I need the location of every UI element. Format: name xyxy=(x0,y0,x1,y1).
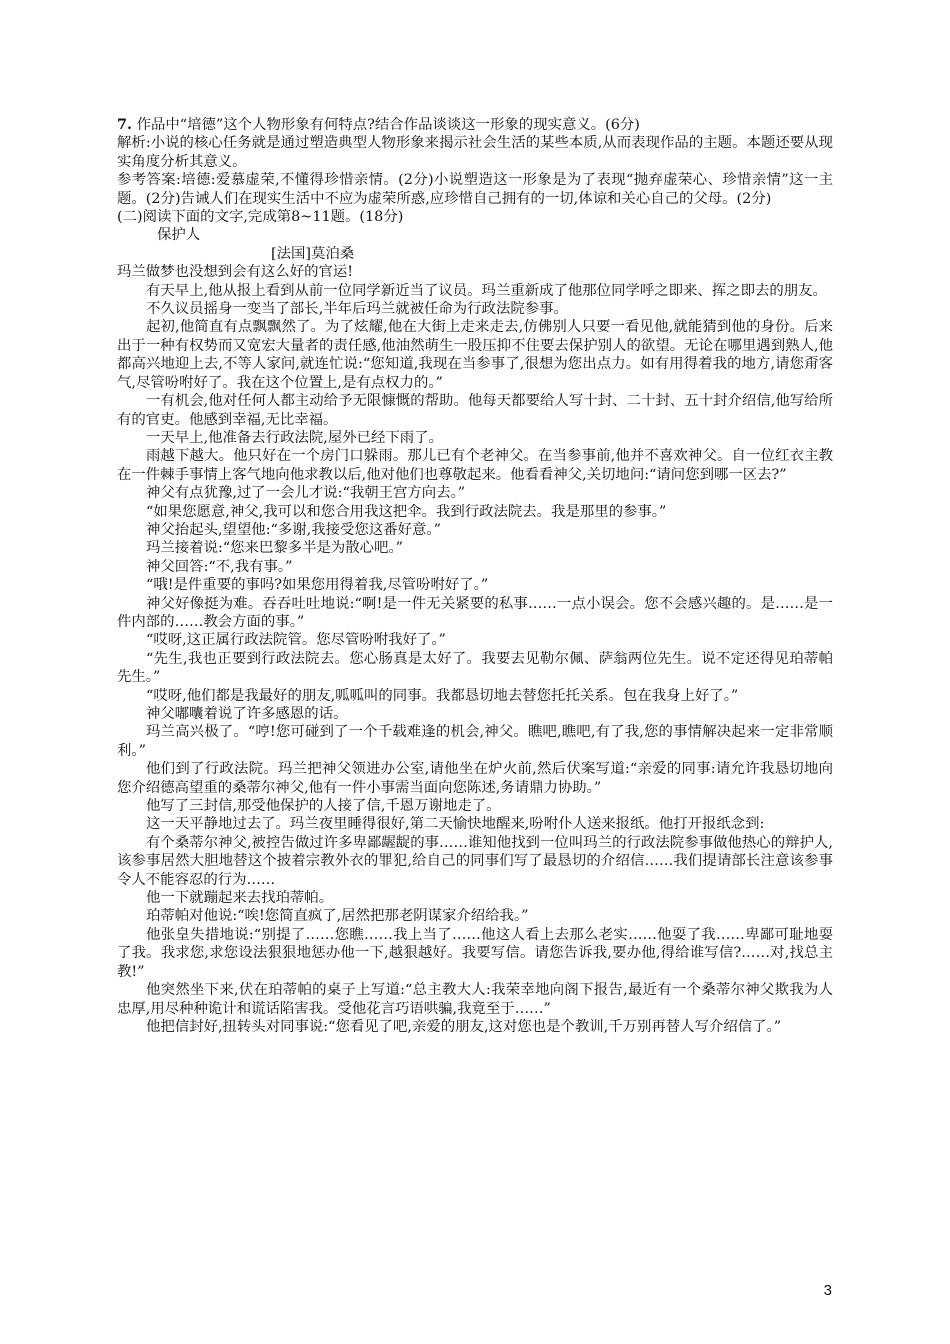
document-body xyxy=(117,116,833,1036)
story-first-line: 玛兰做梦也没想到会有这么好的官运! xyxy=(117,264,354,281)
story-paragraph: “哦!是件重要的事吗?如果您用得着我,尽管吩咐好了。” xyxy=(146,577,489,594)
story-paragraph: 他写了三封信,那受他保护的人接了信,千恩万谢地走了。 xyxy=(146,798,501,815)
story-paragraph: 神父嘟囔着说了许多感恩的话。 xyxy=(146,706,348,722)
story-paragraph: 神父回答:“不,我有事。” xyxy=(146,558,293,575)
story-paragraph: 他一下就蹦起来去找珀蒂帕。 xyxy=(146,890,334,907)
story-paragraphs xyxy=(117,282,833,1037)
story-paragraph: 神父抬起头,望望他:“多谢,我接受您这番好意。” xyxy=(146,521,441,538)
story-paragraph: 雨越下越大。他只好在一个房门口躲雨。那儿已有个老神父。在当参事前,他并不喜欢神父。自一位红衣主教在一件棘手事情上客气地向他求教以后,他对他们也尊敬起来。他看看神父,关切地问:“请问您到哪一区去?” xyxy=(117,448,833,483)
story-paragraph: 他突然坐下来,伏在珀蒂帕的桌子上写道:“总主教大人:我荣幸地向阁下报告,最近有一个桑蒂尔神父欺我为人忠厚,用尽种种诡计和谎话陷害我。受他花言巧语哄骗,我竟至于……” xyxy=(117,982,833,1017)
story-paragraph: 这一天平静地过去了。玛兰夜里睡得很好,第二天愉快地醒来,吩咐仆人送来报纸。他打开报纸念到: xyxy=(146,816,765,833)
story-paragraph: “先生,我也正要到行政法院去。您心肠真是太好了。我要去见勒尔佩、萨翁两位先生。说不定还得见珀蒂帕先生。” xyxy=(117,650,833,686)
story-paragraph: “哎呀,他们都是我最好的朋友,呱呱叫的同事。我都恳切地去替您托托关系。包在我身上好了。” xyxy=(146,687,739,704)
story-paragraph: “哎呀,这正属行政法院管。您尽管吩咐我好了。” xyxy=(146,632,446,649)
story-author: [法国]莫泊桑 xyxy=(271,245,355,262)
story-paragraph: 一有机会,他对任何人都主动给予无限慷慨的帮助。他每天都要给人写十封、二十封、五十封介绍信,他写给所有的官吏。他感到幸福,无比幸福。 xyxy=(117,393,833,428)
story-paragraph: 起初,他简直有点飘飘然了。为了炫耀,他在大街上走来走去,仿佛别人只要一看见他,就能猜到他的身份。后来出于一种有权势而又宽宏大量者的责任感,他油然萌生一股压抑不住要去保护别人的欲望。无论在哪里遇到熟人,他都高兴地迎上去,不等人家问,就连忙说:“您知道,我现在当参事了,很想为您出点力。如有用得着我的地方,请您甭客气,尽管吩咐好了。我在这个位置上,是有点权力的。” xyxy=(117,319,833,391)
reference-answer: 参考答案:培德:爱慕虚荣,不懂得珍惜亲情。(2分)小说塑造这一形象是为了表现“抛弃虚荣心、珍惜亲情”这一主题。(2分)告诫人们在现实生活中不应为虚荣所惑,应珍惜自己拥有的一切,体谅和关心自己的父母。(2分) xyxy=(117,172,833,207)
story-paragraph: 他把信封好,扭转头对同事说:“您看见了吧,亲爱的朋友,这对您也是个教训,千万别再替人写介绍信了。” xyxy=(146,1018,782,1035)
story-paragraph: 一天早上,他准备去行政法院,屋外已经下雨了。 xyxy=(146,429,443,446)
story-paragraph: 有个桑蒂尔神父,被控告做过许多卑鄙龌龊的事……谁知他找到一位叫玛兰的行政法院参事做他热心的辩护人,该参事居然大胆地替这个披着宗教外衣的罪犯,给自己的同事们写了最恳切的介绍信……我们提请部长注意该参事令人不能容忍的行为…… xyxy=(117,834,833,888)
story-paragraph: 珀蒂帕对他说:“唉!您简直疯了,居然把那老阴谋家介绍给我。” xyxy=(146,908,529,925)
story-paragraph: 不久议员摇身一变当了部长,半年后玛兰就被任命为行政法院参事。 xyxy=(146,301,568,318)
story-paragraph: 有天早上,他从报上看到从前一位同学新近当了议员。玛兰重新成了他那位同学呼之即来、挥之即去的朋友。 xyxy=(146,282,827,299)
analysis-text: 解析:小说的核心任务就是通过塑造典型人物形象来揭示社会生活的某些本质,从而表现作品的主题。本题还要从现实角度分析其意义。 xyxy=(117,135,833,170)
page-number: 3 xyxy=(823,1282,832,1299)
section-heading: (二)阅读下面的文字,完成第8~11题。(18分) xyxy=(117,209,404,226)
story-paragraph: 他们到了行政法院。玛兰把神父领进办公室,请他坐在炉火前,然后伏案写道:“亲爱的同事:请允许我恳切地向您介绍德高望重的桑蒂尔神父,他有一件小事需当面向您陈述,务请鼎力协助。” xyxy=(117,761,833,796)
question-7 xyxy=(117,116,833,134)
question-number: 7. xyxy=(117,116,133,133)
story-paragraph: 玛兰高兴极了。“哼!您可碰到了一个千载难逢的机会,神父。瞧吧,瞧吧,有了我,您的事情解决起来一定非常顺利。” xyxy=(117,724,833,759)
story-paragraph: 玛兰接着说:“您来巴黎多半是为散心吧。” xyxy=(146,540,404,557)
story-paragraph: “如果您愿意,神父,我可以和您合用我这把伞。我到行政法院去。我是那里的参事。” xyxy=(146,503,667,520)
story-paragraph: 神父有点犹豫,过了一会儿才说:“我朝王宫方向去。” xyxy=(146,485,466,502)
story-title: 保护人 xyxy=(157,227,201,244)
story-paragraph: 神父好像挺为难。吞吞吐吐地说:“啊!是一件无关紧要的私事……一点小误会。您不会感兴趣的。是……是一件内部的……教会方面的事。” xyxy=(117,595,833,630)
story-paragraph: 他张皇失措地说:“别提了……您瞧……我上当了……他这人看上去那么老实……他耍了我……卑鄙可耻地耍了我。我求您,求您设法狠狠地惩办他一下,越狠越好。我要写信。请您告诉我,要办他,得给谁写信?……对,找总主教!” xyxy=(117,926,833,980)
question-text: 作品中“培德”这个人物形象有何特点?结合作品谈谈这一形象的现实意义。(6分) xyxy=(136,117,640,133)
